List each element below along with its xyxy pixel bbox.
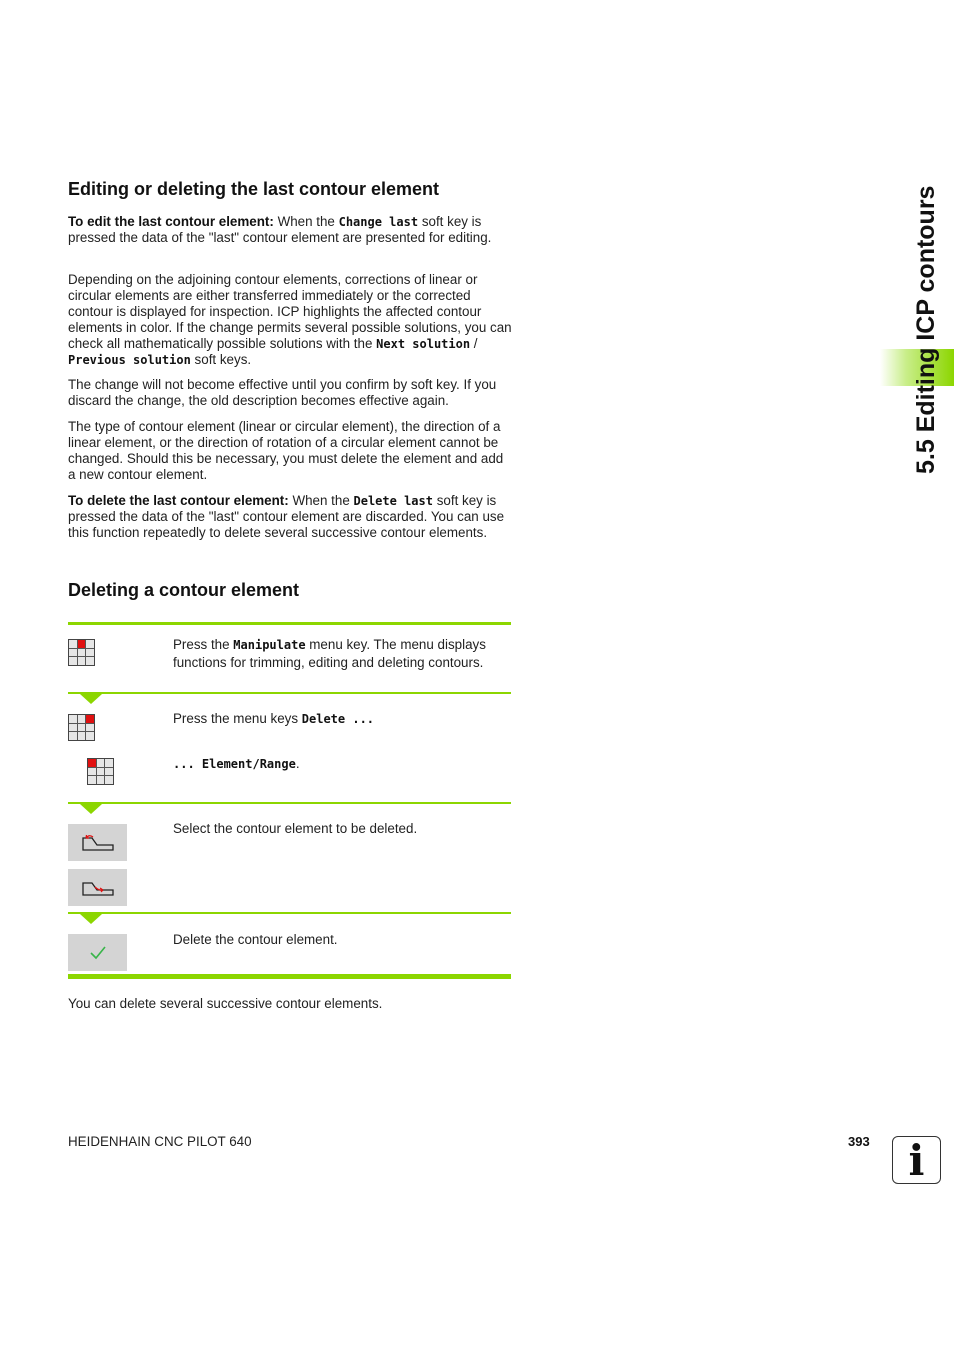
checkmark-icon	[88, 944, 108, 962]
step-divider-1	[68, 692, 511, 694]
element-range-menu-key-icon[interactable]	[87, 758, 114, 785]
manipulate-menu-key-icon[interactable]	[68, 639, 95, 666]
page-number: 393	[848, 1134, 870, 1149]
softkey-previous-solution: Previous solution	[68, 353, 191, 367]
softkey-next-solution: Next solution	[376, 337, 471, 351]
lead-delete-last: To delete the last contour element:	[68, 493, 289, 508]
delete-menu-key-icon[interactable]	[68, 714, 95, 741]
paragraph-confirm: The change will not become effective until you confirm by soft key. If you discard the change, the old description becomes effective again.	[68, 377, 497, 408]
select-next-element-softkey[interactable]	[68, 824, 127, 861]
select-previous-element-softkey[interactable]	[68, 869, 127, 906]
info-icon: i	[892, 1136, 941, 1184]
section-heading-deleting: Deleting a contour element	[68, 580, 300, 600]
paragraph-type-restriction: The type of contour element (linear or circular element), the direction of a linear element, or the direction of rotation of a circular element cannot be changed. Should this be necessary, you must delete the element and add a new contour element.	[68, 419, 504, 482]
confirm-delete-softkey[interactable]	[68, 934, 127, 971]
menu-key-manipulate: Manipulate	[233, 638, 306, 652]
step-arrow-1	[80, 694, 102, 704]
menu-key-element-range: ... Element/Range	[173, 757, 296, 771]
paragraph-delete-last: To delete the last contour element: When the Delete last soft key is pressed the data of the "last" contour element are discarded. You can use this function repeatedly to delete several successive contour elements.	[68, 493, 505, 540]
step-2-text: Press the menu keys Delete ...	[173, 711, 375, 726]
closing-note: You can delete several successive contour elements.	[68, 996, 383, 1011]
footer-product-name: HEIDENHAIN CNC PILOT 640	[68, 1134, 252, 1149]
softkey-delete-last: Delete last	[353, 494, 433, 508]
step-divider-2	[68, 802, 511, 804]
lead-edit-last: To edit the last contour element:	[68, 214, 274, 229]
step-1-text: Press the Manipulate menu key. The menu displays functions for trimming, editing and deleting contours.	[173, 637, 486, 670]
chapter-side-title: 5.5 Editing ICP contours	[912, 185, 940, 474]
step-arrow-3	[80, 914, 102, 924]
step-divider-3	[68, 912, 511, 914]
contour-select-back-icon	[80, 878, 116, 898]
step-arrow-2	[80, 804, 102, 814]
menu-key-delete: Delete ...	[301, 712, 375, 726]
step-4-text: Delete the contour element.	[173, 932, 338, 947]
contour-select-icon	[80, 833, 116, 853]
step-3-text: Select the contour element to be deleted.	[173, 821, 418, 836]
section-heading-editing: Editing or deleting the last contour element	[68, 179, 440, 199]
step-2b-text: ... Element/Range.	[173, 756, 300, 771]
step-divider-top	[68, 622, 511, 625]
paragraph-corrections: Depending on the adjoining contour elements, corrections of linear or circular elements are either transferred immediately or the corrected contour is displayed for inspection. ICP highlights the affected contour elements in color. If the change permits several possible solutions, you can check all mathematically possible solutions with the Next solution / Previous solution soft keys.	[68, 272, 512, 367]
softkey-change-last: Change last	[338, 215, 419, 229]
paragraph-edit-last: To edit the last contour element: When the Change last soft key is pressed the data of the "last" contour element are presented for editing.	[68, 214, 492, 245]
step-divider-bottom	[68, 974, 511, 979]
